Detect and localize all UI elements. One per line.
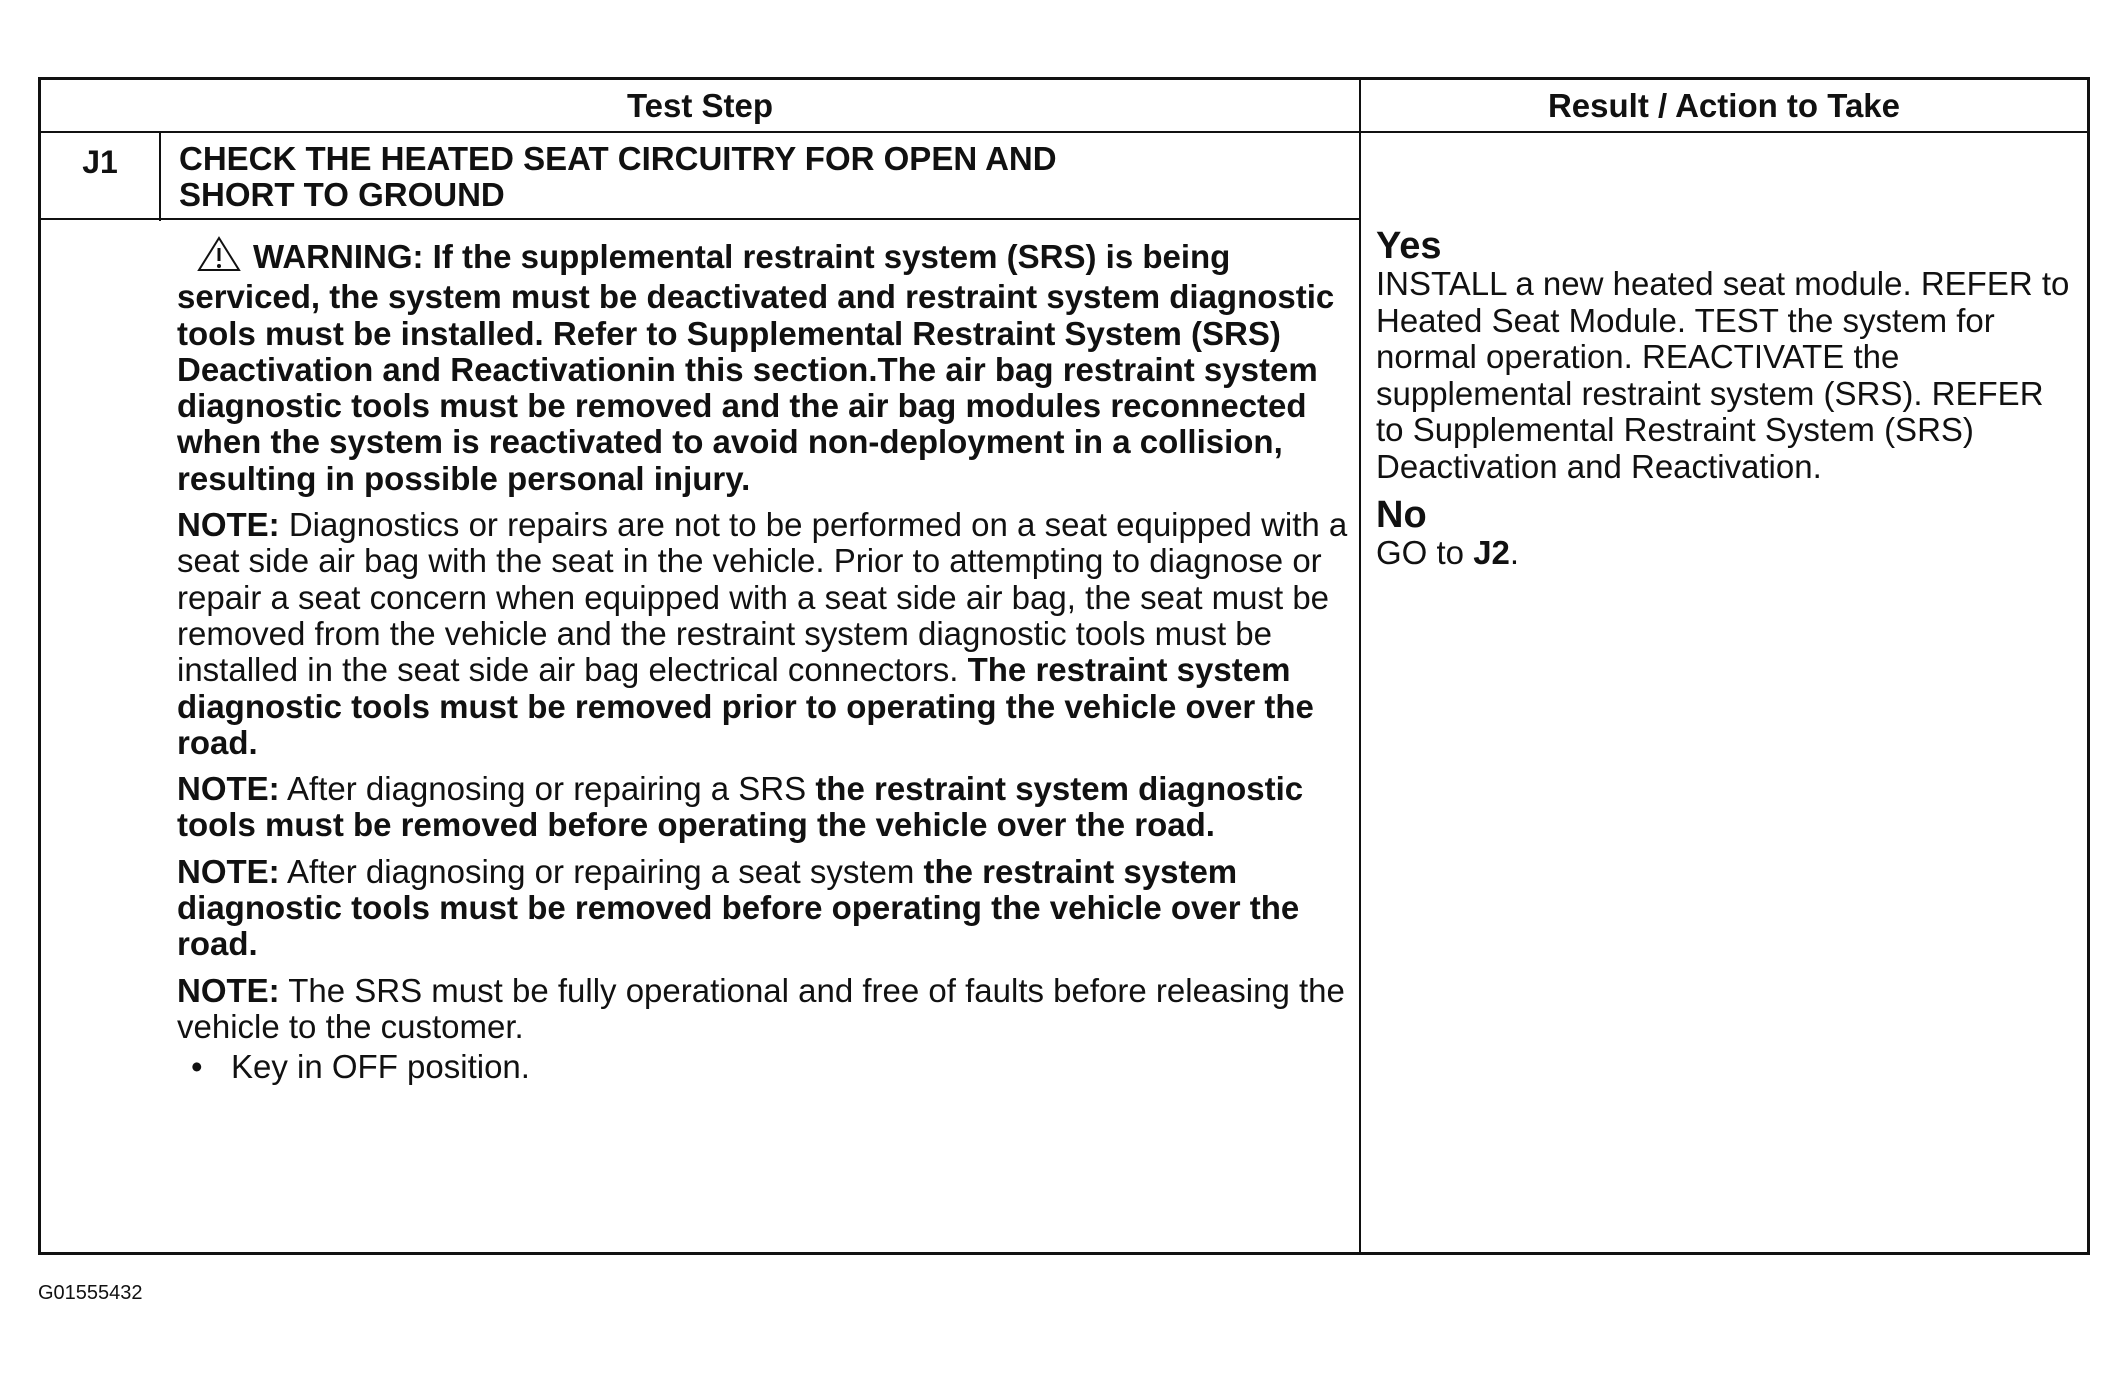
- note-label: NOTE:: [177, 971, 280, 1009]
- step-bullet-list: [191, 1049, 1355, 1085]
- step-title: [179, 141, 1329, 213]
- header-result: Result / Action to Take: [1547, 87, 1901, 124]
- note-4: [177, 973, 1355, 1046]
- note-1: [177, 507, 1355, 761]
- result-column: [1376, 226, 2076, 582]
- result-no-target: J2: [1473, 534, 1510, 571]
- header-divider: [41, 131, 2087, 133]
- note-label: NOTE:: [177, 506, 280, 544]
- note-2-bold: the restraint system diagnostic tools must be removed before operating the vehicle over the road.: [177, 770, 1304, 844]
- note-3-bold: the restraint system diagnostic tools must be removed before operating the vehicle over the road.: [177, 852, 1300, 963]
- diagnostic-table: [38, 77, 2090, 1255]
- step-body: [177, 236, 1355, 1086]
- column-divider: [1359, 80, 1361, 1252]
- note-label: NOTE:: [177, 770, 280, 808]
- result-no-prefix: GO to: [1376, 534, 1474, 571]
- note-3: [177, 854, 1355, 963]
- note-4-text: The SRS must be fully operational and free of faults before releasing the vehicle to the customer.: [177, 971, 1345, 1045]
- result-no-text: [1376, 535, 2076, 572]
- note-2: [177, 771, 1355, 844]
- result-no-label: No: [1376, 494, 1427, 536]
- note-2-text: After diagnosing or repairing a SRS: [279, 770, 816, 808]
- result-yes-label: Yes: [1376, 225, 1442, 267]
- step-id-divider: [159, 133, 161, 221]
- warning-paragraph: [177, 236, 1355, 497]
- note-label: NOTE:: [177, 852, 280, 890]
- step-title-divider: [41, 218, 1359, 220]
- warning-triangle-icon: [197, 236, 241, 279]
- step-title-line1: CHECK THE HEATED SEAT CIRCUITRY FOR OPEN AND: [179, 140, 1057, 177]
- note-1-bold: The restraint system diagnostic tools must be removed prior to operating the vehicle over the road.: [177, 651, 1314, 761]
- note-1-text: Diagnostics or repairs are not to be performed on a seat equipped with a seat side air bag with the seat in the vehicle. Prior to attempting to diagnose or repair a seat concern when equipped with a seat side air bag, the seat must be removed from the vehicle and the restraint system diagnostic tools must be installed in the seat side air bag electrical connectors.: [177, 506, 1348, 689]
- figure-id: G01555432: [38, 1282, 143, 1304]
- result-yes-text: INSTALL a new heated seat module. REFER to Heated Seat Module. TEST the system for normal operation. REACTIVATE the supplemental restraint system (SRS). REFER to Supplemental Restraint System (SRS) Deactivation and Reactivation.: [1376, 265, 2070, 485]
- header-test-step: Test Step: [626, 87, 774, 124]
- note-3-text: After diagnosing or repairing a seat system: [279, 852, 924, 890]
- step-title-line2: SHORT TO GROUND: [179, 176, 505, 213]
- warning-text: WARNING: If the supplemental restraint system (SRS) is being serviced, the system must be deactivated and restraint system diagnostic tools must be installed. Refer to Supplemental Restraint System (SRS) Deactivation and Reactivationin this section.The air bag restraint system diagnostic tools must be removed and the air bag modules reconnected when the system is reactivated to avoid non-deployment in a collision, resulting in possible personal injury.: [177, 238, 1335, 497]
- step-id: J1: [82, 144, 118, 180]
- bullet-item: • Key in OFF position.: [191, 1049, 1355, 1085]
- result-no-suffix: .: [1509, 534, 1520, 571]
